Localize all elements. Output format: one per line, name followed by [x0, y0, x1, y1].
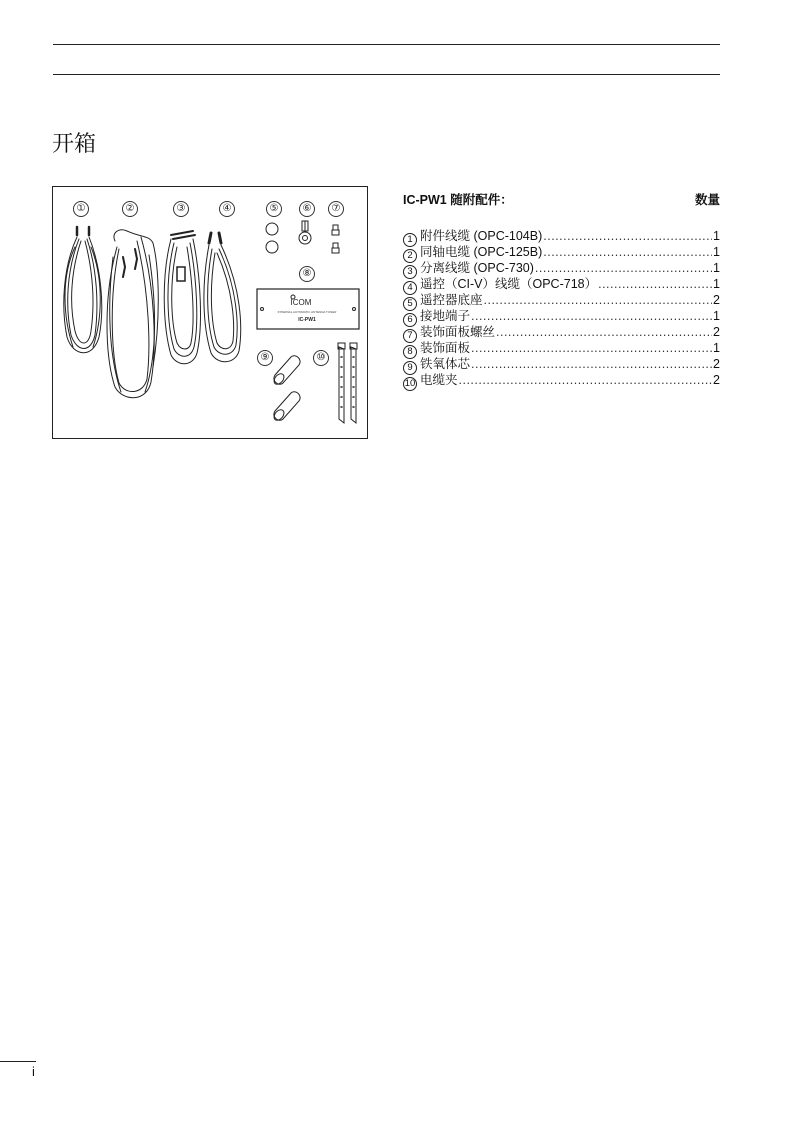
list-item	[403, 356, 720, 372]
panel-screws-illustration	[332, 225, 339, 253]
item-quantity: 2	[713, 357, 720, 371]
figure-label-10: ⑩	[313, 350, 329, 366]
accessories-list	[403, 228, 720, 388]
civ-cable-illustration	[204, 233, 241, 362]
footer-rule	[0, 1061, 36, 1062]
item-quantity: 1	[713, 229, 720, 243]
header-rule-bottom	[53, 74, 720, 75]
quantity-column-label: 数量	[694, 193, 720, 207]
cable-opc104b-illustration	[64, 227, 102, 353]
figure-label-7: ⑦	[328, 201, 344, 217]
decorative-panel-illustration	[257, 289, 359, 329]
item-quantity: 1	[713, 341, 720, 355]
remote-base-top-illustration	[266, 223, 278, 235]
accessories-drawing	[53, 187, 369, 440]
item-name: 遥控器底座	[420, 293, 483, 307]
list-item	[403, 340, 720, 356]
item-number-badge: 9	[403, 361, 417, 375]
list-item	[403, 372, 720, 388]
list-item	[403, 244, 720, 260]
header-rule-top	[53, 44, 720, 45]
list-item	[403, 276, 720, 292]
figure-label-1: ①	[73, 201, 89, 217]
item-number-badge: 4	[403, 281, 417, 295]
leader-dots	[471, 340, 712, 356]
leader-dots	[598, 276, 712, 292]
ground-terminal-illustration	[299, 221, 311, 244]
leader-dots	[471, 356, 712, 372]
item-name: 分离线缆 (OPC-730)	[420, 261, 534, 275]
item-number-badge: 7	[403, 329, 417, 343]
cable-ties-illustration	[338, 343, 357, 423]
list-item	[403, 228, 720, 244]
leader-dots	[471, 308, 712, 324]
figure-label-5: ⑤	[266, 201, 282, 217]
page-title: 开箱	[52, 132, 97, 157]
item-name: 接地端子	[420, 309, 471, 323]
separation-cable-illustration	[164, 231, 200, 364]
item-number-badge: 3	[403, 265, 417, 279]
item-quantity: 1	[713, 277, 720, 291]
item-quantity: 1	[713, 245, 720, 259]
item-quantity: 2	[713, 325, 720, 339]
accessories-list-title: IC-PW1 随附配件：	[403, 193, 513, 207]
list-item	[403, 308, 720, 324]
item-number-badge: 6	[403, 313, 417, 327]
item-number-badge: 2	[403, 249, 417, 263]
item-number-badge: 8	[403, 345, 417, 359]
remote-base-bottom-illustration	[266, 241, 278, 253]
leader-dots	[543, 244, 712, 260]
figure-label-2: ②	[122, 201, 138, 217]
coax-cable-illustration	[107, 230, 158, 398]
list-item	[403, 324, 720, 340]
leader-dots	[543, 228, 712, 244]
figure-label-3: ③	[173, 201, 189, 217]
figure-label-4: ④	[219, 201, 235, 217]
item-quantity: 1	[713, 261, 720, 275]
leader-dots	[535, 260, 712, 276]
item-name: 装饰面板螺丝	[420, 325, 496, 339]
leader-dots	[459, 372, 713, 388]
leader-dots	[496, 324, 712, 340]
item-quantity: 2	[713, 373, 720, 387]
ferrite-cores-illustration	[272, 356, 300, 422]
accessories-illustration	[52, 186, 368, 439]
list-item	[403, 260, 720, 276]
panel-model-text: IC-PW1	[298, 317, 316, 323]
panel-subtitle-text: INTERNAL AUTOMATIC ANTENNA TUNER	[277, 310, 337, 314]
panel-brand-text: ICOM	[290, 298, 312, 307]
leader-dots	[484, 292, 713, 308]
item-number-badge: 10	[404, 378, 416, 389]
figure-label-6: ⑥	[299, 201, 315, 217]
list-item	[403, 292, 720, 308]
item-name: 同轴电缆 (OPC-125B)	[420, 245, 543, 259]
item-quantity: 2	[713, 293, 720, 307]
item-quantity: 1	[713, 309, 720, 323]
item-name: 铁氧体芯	[420, 357, 471, 371]
figure-label-8: ⑧	[299, 266, 315, 282]
item-name: 电缆夹	[420, 373, 458, 387]
page-number: i	[32, 1064, 35, 1079]
item-number-badge: 5	[403, 297, 417, 311]
item-name: 附件线缆 (OPC-104B)	[420, 229, 543, 243]
figure-label-9: ⑨	[257, 350, 273, 366]
item-name: 遥控（CI-V）线缆（OPC-718）	[420, 277, 598, 291]
item-number-badge: 1	[403, 233, 417, 247]
accessories-list-header	[403, 190, 720, 208]
item-name: 装饰面板	[420, 341, 471, 355]
